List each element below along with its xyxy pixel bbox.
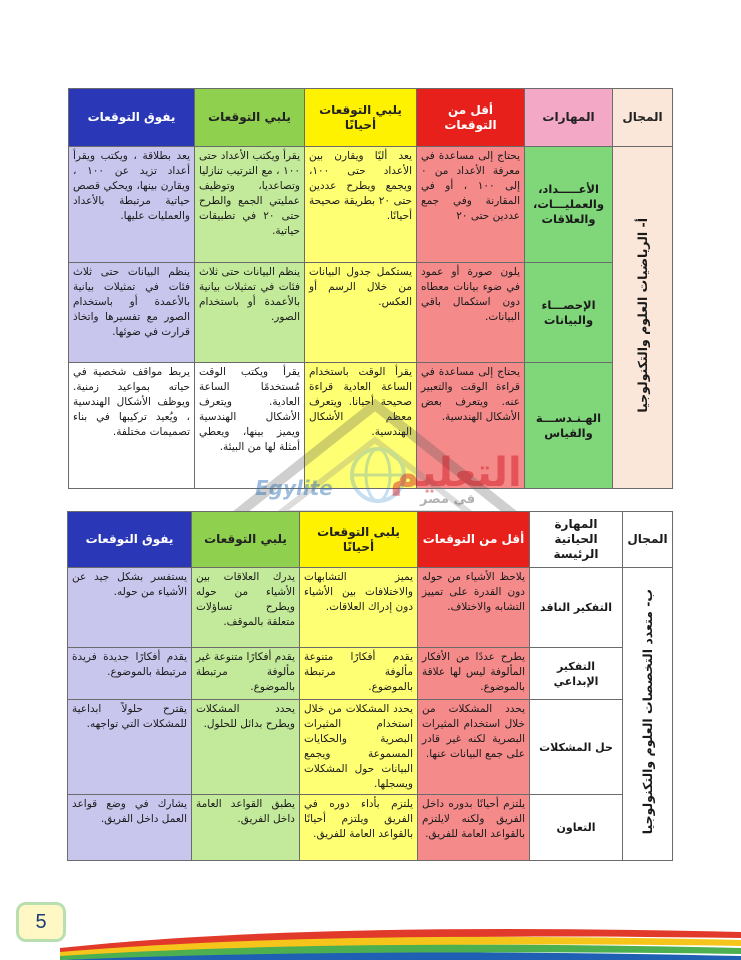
- cell-meets: يقدم أفكارًا متنوعة غير مألوفة مرتبطة بالموضوع.: [192, 648, 300, 700]
- cell-meets: يحدد المشكلات ويطرح بدائل للحلول.: [192, 700, 300, 795]
- cell-sometimes: يقدم أفكارًا متنوعة مألوفة مرتبطة بالموضوع.: [300, 648, 418, 700]
- header-meets: يلبي التوقعات: [192, 512, 300, 568]
- expectations-table-math: [68, 88, 673, 489]
- domain-label: أ- الرياضيات العلوم والتكنولوجيا: [634, 217, 650, 413]
- cell-sometimes: يلتزم بأداء دوره في الفريق ويلتزم أحيانًا بالقواعد العامة للفريق.: [300, 795, 418, 861]
- table-row: [68, 648, 673, 700]
- table-row: [68, 700, 673, 795]
- cell-exceeds: يشارك في وضع قواعد العمل داخل الفريق.: [68, 795, 192, 861]
- cell-less: يطرح عددًا من الأفكار المألوفة ليس لها علاقة بالموضوع.: [418, 648, 530, 700]
- skill-cell: التفكير الإبداعي: [530, 648, 623, 700]
- header-less-than-expected: أقل من التوقعات: [417, 89, 525, 147]
- skill-cell: التعاون: [530, 795, 623, 861]
- cell-less: يلون صورة أو عمود في ضوء بيانات معطاه دون استكمال باقي البيانات.: [417, 263, 525, 363]
- page-number: 5: [16, 902, 66, 942]
- domain-label: ب- متعدد التخصصات العلوم والتكنولوجيا: [639, 588, 655, 835]
- header-domain: المجال: [623, 512, 673, 568]
- skill-cell: الهـنـدســـة والقياس: [525, 363, 613, 489]
- cell-meets: يطبق القواعد العامة داخل الفريق.: [192, 795, 300, 861]
- table-row: [68, 795, 673, 861]
- header-skills: المهارة الحياتية الرئيسة: [530, 512, 623, 568]
- header-domain: المجال: [613, 89, 673, 147]
- header-meets: يلبي التوقعات: [195, 89, 305, 147]
- header-skills: المهارات: [525, 89, 613, 147]
- cell-sometimes: يعد أليًا ويقارن بين الأعداد حتى ١٠٠، ويجمع ويطرح عددين حتى ٢٠ بطريقة صحيحة أحيانًا.: [305, 147, 417, 263]
- skill-cell: حل المشكلات: [530, 700, 623, 795]
- cell-exceeds: يقدم أفكارًا جديدة فريدة مرتبطة بالموضوع.: [68, 648, 192, 700]
- cell-meets: يدرك العلاقات بين الأشياء من حوله ويطرح تساؤلات متعلقة بالموقف.: [192, 568, 300, 648]
- expectations-table-interdisciplinary: [67, 511, 673, 861]
- header-less-than-expected: أقل من التوقعات: [418, 512, 530, 568]
- cell-meets: يقرأ ويكتب الوقت مُستخدمًا الساعة العادية. ويتعرف الأشكال الهندسية ويميز بينها، ويعطي أمثلة لها من البيئة.: [195, 363, 305, 489]
- cell-less: يلتزم أحيانًا بدوره داخل الفريق ولكنه لايلتزم بالقواعد العامة للفريق.: [418, 795, 530, 861]
- cell-sometimes: يميز التشابهات والاختلافات بين الأشياء دون إدراك العلاقات.: [300, 568, 418, 648]
- header-exceeds: يفوق التوقعات: [69, 89, 195, 147]
- skill-cell: الأعـــــداد، والعمليـــات، والعلاقات: [525, 147, 613, 263]
- cell-exceeds: يعد بطلاقة ، ويكتب ويقرأ أعداد تزيد عن ١٠٠ ، ويقارن بينها، ويحكي قصص حياتية مرتبطة بالأعداد والعمليات عليها.: [69, 147, 195, 263]
- cell-less: يحتاج إلى مساعدة في معرفة الأعداد من ٠ إلى ١٠٠ ، أو في المقارنة وفي جمع عددين حتى ٢٠: [417, 147, 525, 263]
- cell-exceeds: يقترح حلولاً ابداعية للمشكلات التي تواجهه.: [68, 700, 192, 795]
- header-exceeds: يفوق التوقعات: [68, 512, 192, 568]
- footer-wave-band: [0, 918, 741, 960]
- cell-sometimes: يقرأ الوقت باستخدام الساعة العادية قراءة صحيحة أحيانا. ويتعرف معظم الأشكال الهندسية.: [305, 363, 417, 489]
- cell-less: يلاحظ الأشياء من حوله دون القدرة على تمييز التشابه والاختلاف.: [418, 568, 530, 648]
- cell-meets: يقرأ ويكتب الأعداد حتى ١٠٠ ، مع الترتيب تنازليا وتصاعديا، وتوظيف عمليتي الجمع والطرح حتى ٢٠ في تطبيقات حياتية.: [195, 147, 305, 263]
- table-row: [69, 263, 673, 363]
- cell-meets: ينظم البيانات حتى ثلاث فئات في تمثيلات بيانية بالأعمدة أو باستخدام الصور.: [195, 263, 305, 363]
- table-row: [69, 147, 673, 263]
- cell-exceeds: يربط مواقف شخصية في حياته بمواعيد زمنية. ويوظف الأشكال الهندسية ، ويُعيد تركيبها في بناء تصميمات مختلفة.: [69, 363, 195, 489]
- cell-sometimes: يحدد المشكلات من خلال استخدام المثيرات البصرية والحكايات المسموعة ويجمع البيانات حول المشكلات ويسجلها.: [300, 700, 418, 795]
- header-sometimes-meets: يلبى التوقعات أحيانًا: [300, 512, 418, 568]
- header-sometimes-meets: يلبي التوقعات أحيانًا: [305, 89, 417, 147]
- cell-exceeds: يستفسر بشكل جيد عن الأشياء من حوله.: [68, 568, 192, 648]
- table-row: [69, 363, 673, 489]
- domain-cell-interdisciplinary: [623, 568, 673, 861]
- domain-cell-math: [613, 147, 673, 489]
- table-header-row: [69, 89, 673, 147]
- cell-sometimes: يستكمل جدول البيانات من خلال الرسم أو العكس.: [305, 263, 417, 363]
- cell-less: يحدد المشكلات من خلال استخدام المثيرات البصرية لكنه غير قادر على جمع البيانات عنها.: [418, 700, 530, 795]
- watermark-subtitle: في مصر: [420, 492, 476, 507]
- skill-cell: التفكير الناقد: [530, 568, 623, 648]
- table-header-row: [68, 512, 673, 568]
- cell-exceeds: ينظم البيانات حتى ثلاث فئات في تمثيلات بيانية بالأعمدة أو باستخدام الصور مع تفسيرها واتخاذ قرارت في ضوئها.: [69, 263, 195, 363]
- cell-less: يحتاج إلى مساعدة في قراءة الوقت والتعبير عنه. ويتعرف بعض الأشكال الهندسية.: [417, 363, 525, 489]
- watermark-latin: Egylite: [255, 476, 333, 500]
- table-row: [68, 568, 673, 648]
- watermark-brand: التعليم: [390, 450, 522, 496]
- skill-cell: الإحصـــاء والبيانات: [525, 263, 613, 363]
